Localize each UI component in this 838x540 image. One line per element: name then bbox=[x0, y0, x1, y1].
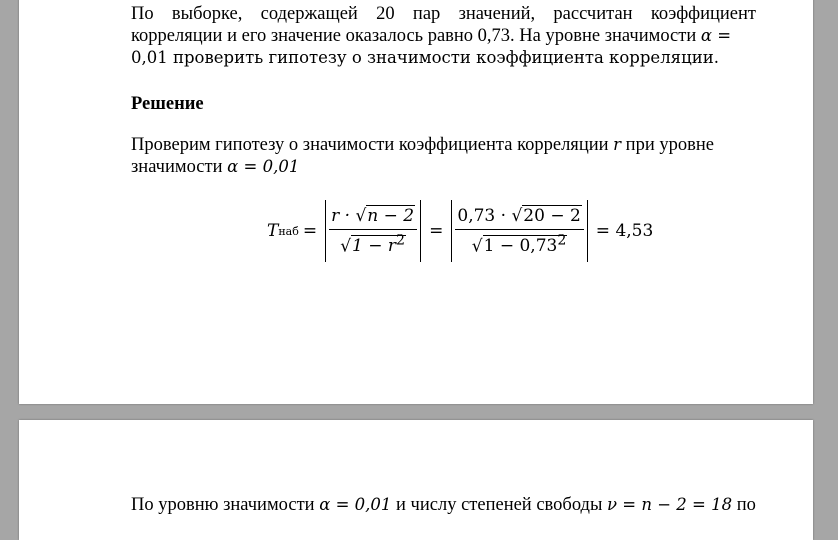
solution-intro bbox=[131, 134, 756, 178]
equals-sign-1: = bbox=[302, 221, 318, 241]
num-coefficient: 0,73 · bbox=[457, 205, 507, 226]
page2-text-1: По уровню значимости bbox=[131, 495, 315, 515]
den-numeric-exponent: 2 bbox=[557, 232, 567, 249]
formula-lhs: T bbox=[267, 221, 279, 241]
solution-heading: Решение bbox=[131, 94, 204, 114]
r-symbol: r bbox=[613, 135, 622, 154]
problem-text-1: По выборке, содержащей 20 пар значений, рассчитан коэффициент корреляции и его значение оказалось равно 0,73. На уровне значимости bbox=[131, 4, 756, 46]
den-numeric-radicand: 1 − 0,73 bbox=[483, 236, 558, 257]
page2-text-3: по bbox=[736, 495, 756, 515]
fraction-general-numerator: r · √n − 2 bbox=[329, 206, 417, 230]
document-page-1 bbox=[19, 0, 813, 404]
t-statistic-formula bbox=[267, 199, 657, 263]
fraction-general-denominator: $√1 - r^2$ bbox=[340, 232, 406, 257]
solution-intro-text-1: Проверим гипотезу о значимости коэффициента корреляции bbox=[131, 135, 609, 155]
page2-paragraph bbox=[131, 494, 756, 516]
num-numeric-radicand: 20 − 2 bbox=[523, 205, 581, 226]
formula-lhs-subscript: наб bbox=[278, 224, 299, 238]
equals-sign-2: = bbox=[429, 221, 444, 241]
abs-general-formula bbox=[325, 200, 421, 262]
problem-statement bbox=[131, 3, 756, 69]
num-radicand: n − 2 bbox=[367, 205, 415, 226]
degrees-of-freedom-expression: ν = n − 2 = 18 bbox=[607, 495, 733, 514]
alpha-expression: α = 0,01 bbox=[227, 157, 300, 176]
den-radicand: 1 − r bbox=[352, 236, 397, 257]
alpha-symbol: α = bbox=[700, 26, 732, 45]
fraction-general bbox=[329, 206, 417, 257]
formula-result: = 4,53 bbox=[595, 221, 654, 241]
solution-intro-text-3: значимости bbox=[131, 157, 223, 177]
fraction-numeric bbox=[455, 206, 583, 257]
abs-numeric-formula bbox=[451, 200, 587, 262]
page2-text-2: и числу степеней свободы bbox=[396, 495, 603, 515]
den-exponent: 2 bbox=[396, 232, 406, 249]
page2-alpha-expression: α = 0,01 bbox=[319, 495, 392, 514]
document-page-2 bbox=[19, 420, 813, 540]
solution-intro-text-2: при уровне bbox=[625, 135, 714, 155]
problem-text-2: 0,01 проверить гипотезу о значимости коэффициента корреляции. bbox=[131, 48, 719, 67]
fraction-numeric-denominator: $√1 - 0,73^2$ bbox=[471, 232, 567, 257]
fraction-numeric-numerator: 0,73 · √20 − 2 bbox=[455, 206, 583, 230]
num-r: r · bbox=[331, 205, 351, 226]
